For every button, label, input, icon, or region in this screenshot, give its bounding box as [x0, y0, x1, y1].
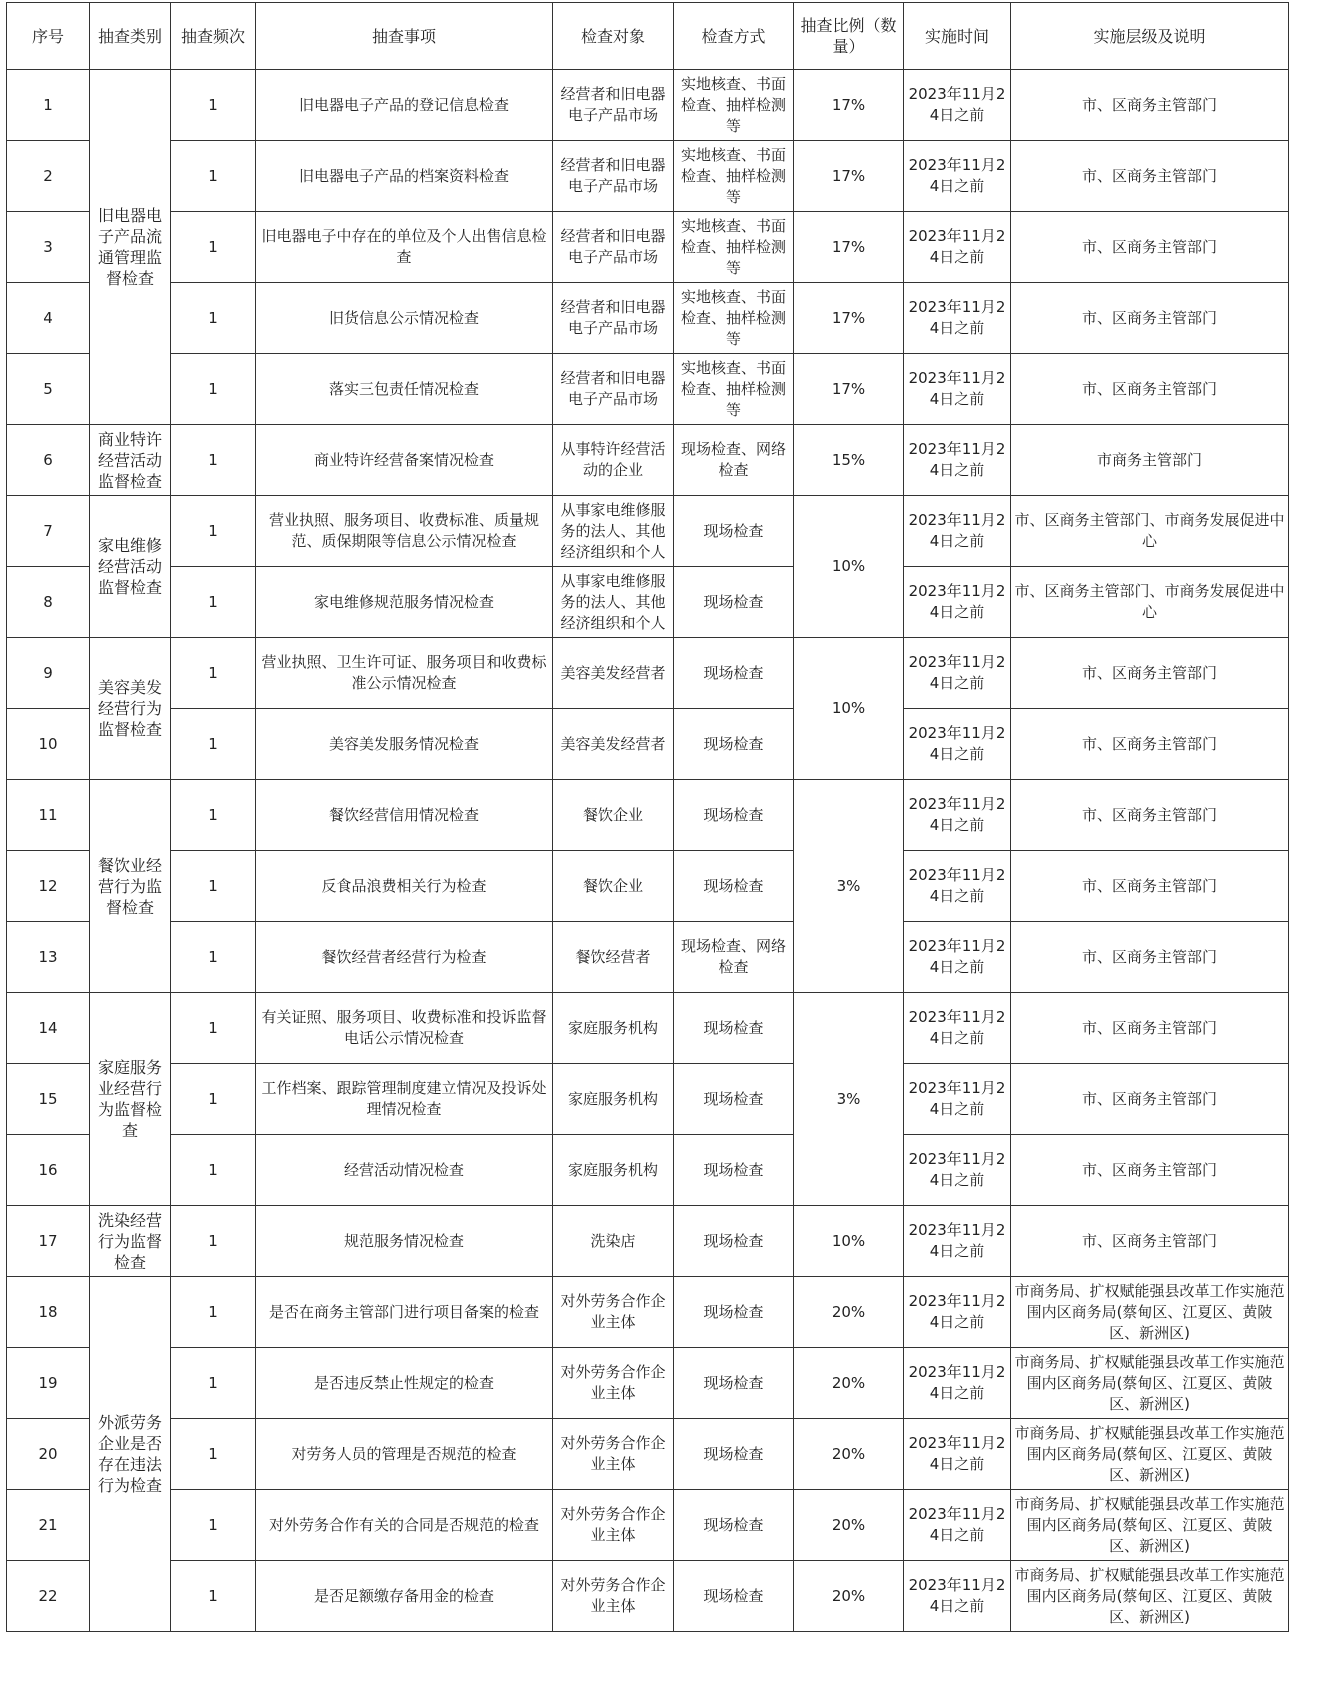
cell-item: 是否在商务主管部门进行项目备案的检查 — [256, 1277, 553, 1348]
cell-ratio: 20% — [794, 1419, 904, 1490]
cell-time: 2023年11月24日之前 — [904, 1277, 1011, 1348]
cell-method: 现场检查 — [674, 1277, 794, 1348]
cell-no: 8 — [7, 567, 90, 638]
cell-category: 家电维修经营活动监督检查 — [90, 496, 171, 638]
cell-level: 市、区商务主管部门 — [1011, 283, 1289, 354]
cell-time: 2023年11月24日之前 — [904, 70, 1011, 141]
cell-category: 美容美发经营行为监督检查 — [90, 638, 171, 780]
cell-frequency: 1 — [171, 1419, 256, 1490]
cell-frequency: 1 — [171, 496, 256, 567]
table-row — [7, 70, 1289, 141]
cell-item: 经营活动情况检查 — [256, 1135, 553, 1206]
cell-no: 13 — [7, 922, 90, 993]
cell-item: 餐饮经营信用情况检查 — [256, 780, 553, 851]
col-header-ratio: 抽查比例（数量） — [794, 3, 904, 70]
table-row — [7, 141, 1289, 212]
cell-time: 2023年11月24日之前 — [904, 354, 1011, 425]
table-row — [7, 567, 1289, 638]
cell-method: 现场检查 — [674, 1348, 794, 1419]
cell-target: 从事家电维修服务的法人、其他经济组织和个人 — [553, 496, 674, 567]
cell-target: 经营者和旧电器电子产品市场 — [553, 141, 674, 212]
cell-ratio: 20% — [794, 1348, 904, 1419]
cell-item: 对外劳务合作有关的合同是否规范的检查 — [256, 1490, 553, 1561]
cell-time: 2023年11月24日之前 — [904, 993, 1011, 1064]
cell-method: 现场检查 — [674, 780, 794, 851]
cell-ratio: 20% — [794, 1277, 904, 1348]
cell-time: 2023年11月24日之前 — [904, 1490, 1011, 1561]
cell-level: 市、区商务主管部门 — [1011, 709, 1289, 780]
cell-level: 市商务局、扩权赋能强县改革工作实施范围内区商务局(蔡甸区、江夏区、黄陂区、新洲区) — [1011, 1348, 1289, 1419]
cell-time: 2023年11月24日之前 — [904, 1348, 1011, 1419]
cell-method: 现场检查 — [674, 851, 794, 922]
cell-target: 家庭服务机构 — [553, 1064, 674, 1135]
cell-time: 2023年11月24日之前 — [904, 496, 1011, 567]
cell-ratio: 20% — [794, 1490, 904, 1561]
cell-time: 2023年11月24日之前 — [904, 1419, 1011, 1490]
cell-no: 16 — [7, 1135, 90, 1206]
cell-frequency: 1 — [171, 141, 256, 212]
col-header-item: 抽查事项 — [256, 3, 553, 70]
cell-frequency: 1 — [171, 638, 256, 709]
cell-category: 家庭服务业经营行为监督检查 — [90, 993, 171, 1206]
cell-target: 对外劳务合作企业主体 — [553, 1490, 674, 1561]
cell-frequency: 1 — [171, 354, 256, 425]
table-row — [7, 1490, 1289, 1561]
cell-ratio: 20% — [794, 1561, 904, 1632]
cell-method: 现场检查 — [674, 1064, 794, 1135]
table-row — [7, 922, 1289, 993]
table-row — [7, 851, 1289, 922]
table-row — [7, 1419, 1289, 1490]
cell-target: 家庭服务机构 — [553, 993, 674, 1064]
cell-target: 从事家电维修服务的法人、其他经济组织和个人 — [553, 567, 674, 638]
cell-item: 美容美发服务情况检查 — [256, 709, 553, 780]
cell-frequency: 1 — [171, 70, 256, 141]
cell-no: 12 — [7, 851, 90, 922]
col-header-no: 序号 — [7, 3, 90, 70]
cell-category: 外派劳务企业是否存在违法行为检查 — [90, 1277, 171, 1632]
cell-time: 2023年11月24日之前 — [904, 1206, 1011, 1277]
cell-level: 市、区商务主管部门 — [1011, 212, 1289, 283]
cell-no: 3 — [7, 212, 90, 283]
table-row — [7, 638, 1289, 709]
cell-item: 旧电器电子中存在的单位及个人出售信息检查 — [256, 212, 553, 283]
cell-no: 6 — [7, 425, 90, 496]
cell-method: 实地核查、书面检查、抽样检测等 — [674, 212, 794, 283]
cell-method: 现场检查、网络检查 — [674, 425, 794, 496]
cell-ratio: 3% — [794, 993, 904, 1206]
cell-method: 现场检查 — [674, 496, 794, 567]
cell-level: 市商务局、扩权赋能强县改革工作实施范围内区商务局(蔡甸区、江夏区、黄陂区、新洲区) — [1011, 1419, 1289, 1490]
cell-item: 反食品浪费相关行为检查 — [256, 851, 553, 922]
cell-target: 餐饮企业 — [553, 780, 674, 851]
cell-level: 市商务局、扩权赋能强县改革工作实施范围内区商务局(蔡甸区、江夏区、黄陂区、新洲区) — [1011, 1490, 1289, 1561]
cell-no: 22 — [7, 1561, 90, 1632]
cell-level: 市、区商务主管部门 — [1011, 922, 1289, 993]
cell-target: 洗染店 — [553, 1206, 674, 1277]
cell-time: 2023年11月24日之前 — [904, 1064, 1011, 1135]
cell-frequency: 1 — [171, 283, 256, 354]
cell-no: 4 — [7, 283, 90, 354]
table-row — [7, 283, 1289, 354]
cell-ratio: 17% — [794, 212, 904, 283]
cell-no: 15 — [7, 1064, 90, 1135]
cell-target: 餐饮经营者 — [553, 922, 674, 993]
cell-target: 经营者和旧电器电子产品市场 — [553, 70, 674, 141]
cell-time: 2023年11月24日之前 — [904, 425, 1011, 496]
cell-method: 现场检查 — [674, 638, 794, 709]
cell-level: 市、区商务主管部门 — [1011, 70, 1289, 141]
cell-time: 2023年11月24日之前 — [904, 851, 1011, 922]
cell-method: 现场检查 — [674, 1490, 794, 1561]
cell-frequency: 1 — [171, 780, 256, 851]
cell-frequency: 1 — [171, 1490, 256, 1561]
cell-target: 美容美发经营者 — [553, 709, 674, 780]
cell-target: 经营者和旧电器电子产品市场 — [553, 354, 674, 425]
cell-ratio: 15% — [794, 425, 904, 496]
cell-item: 规范服务情况检查 — [256, 1206, 553, 1277]
cell-level: 市、区商务主管部门 — [1011, 1064, 1289, 1135]
cell-frequency: 1 — [171, 1206, 256, 1277]
cell-item: 营业执照、卫生许可证、服务项目和收费标准公示情况检查 — [256, 638, 553, 709]
cell-frequency: 1 — [171, 1064, 256, 1135]
cell-level: 市、区商务主管部门 — [1011, 1135, 1289, 1206]
cell-ratio: 10% — [794, 496, 904, 638]
cell-item: 对劳务人员的管理是否规范的检查 — [256, 1419, 553, 1490]
cell-level: 市商务局、扩权赋能强县改革工作实施范围内区商务局(蔡甸区、江夏区、黄陂区、新洲区) — [1011, 1277, 1289, 1348]
cell-no: 20 — [7, 1419, 90, 1490]
cell-method: 现场检查、网络检查 — [674, 922, 794, 993]
cell-level: 市、区商务主管部门、市商务发展促进中心 — [1011, 567, 1289, 638]
cell-no: 2 — [7, 141, 90, 212]
cell-time: 2023年11月24日之前 — [904, 638, 1011, 709]
cell-target: 家庭服务机构 — [553, 1135, 674, 1206]
cell-frequency: 1 — [171, 851, 256, 922]
cell-level: 市、区商务主管部门 — [1011, 141, 1289, 212]
cell-item: 是否足额缴存备用金的检查 — [256, 1561, 553, 1632]
table-row — [7, 1277, 1289, 1348]
cell-no: 19 — [7, 1348, 90, 1419]
cell-frequency: 1 — [171, 709, 256, 780]
cell-time: 2023年11月24日之前 — [904, 922, 1011, 993]
cell-method: 现场检查 — [674, 1561, 794, 1632]
cell-method: 现场检查 — [674, 1135, 794, 1206]
cell-time: 2023年11月24日之前 — [904, 1135, 1011, 1206]
cell-method: 实地核查、书面检查、抽样检测等 — [674, 354, 794, 425]
table-row — [7, 993, 1289, 1064]
cell-ratio: 17% — [794, 283, 904, 354]
table-row — [7, 709, 1289, 780]
cell-item: 旧货信息公示情况检查 — [256, 283, 553, 354]
cell-level: 市、区商务主管部门 — [1011, 354, 1289, 425]
cell-item: 落实三包责任情况检查 — [256, 354, 553, 425]
cell-level: 市商务局、扩权赋能强县改革工作实施范围内区商务局(蔡甸区、江夏区、黄陂区、新洲区) — [1011, 1561, 1289, 1632]
cell-target: 对外劳务合作企业主体 — [553, 1348, 674, 1419]
cell-frequency: 1 — [171, 212, 256, 283]
table-row — [7, 780, 1289, 851]
cell-no: 17 — [7, 1206, 90, 1277]
cell-frequency: 1 — [171, 567, 256, 638]
inspection-table — [6, 2, 1289, 1632]
cell-ratio: 3% — [794, 780, 904, 993]
cell-no: 9 — [7, 638, 90, 709]
cell-level: 市、区商务主管部门 — [1011, 780, 1289, 851]
cell-ratio: 17% — [794, 141, 904, 212]
cell-method: 现场检查 — [674, 993, 794, 1064]
cell-time: 2023年11月24日之前 — [904, 1561, 1011, 1632]
cell-target: 餐饮企业 — [553, 851, 674, 922]
cell-frequency: 1 — [171, 1277, 256, 1348]
cell-ratio: 17% — [794, 354, 904, 425]
col-header-level: 实施层级及说明 — [1011, 3, 1289, 70]
cell-time: 2023年11月24日之前 — [904, 709, 1011, 780]
cell-target: 经营者和旧电器电子产品市场 — [553, 212, 674, 283]
cell-level: 市、区商务主管部门 — [1011, 851, 1289, 922]
cell-method: 现场检查 — [674, 1206, 794, 1277]
cell-no: 18 — [7, 1277, 90, 1348]
cell-item: 商业特许经营备案情况检查 — [256, 425, 553, 496]
col-header-time: 实施时间 — [904, 3, 1011, 70]
col-header-frequency: 抽查频次 — [171, 3, 256, 70]
table-row — [7, 425, 1289, 496]
cell-frequency: 1 — [171, 1561, 256, 1632]
table-row — [7, 212, 1289, 283]
cell-target: 对外劳务合作企业主体 — [553, 1561, 674, 1632]
cell-ratio: 17% — [794, 70, 904, 141]
cell-item: 餐饮经营者经营行为检查 — [256, 922, 553, 993]
cell-method: 实地核查、书面检查、抽样检测等 — [674, 70, 794, 141]
cell-target: 经营者和旧电器电子产品市场 — [553, 283, 674, 354]
cell-time: 2023年11月24日之前 — [904, 212, 1011, 283]
cell-no: 5 — [7, 354, 90, 425]
cell-no: 7 — [7, 496, 90, 567]
cell-level: 市、区商务主管部门 — [1011, 638, 1289, 709]
table-row — [7, 354, 1289, 425]
cell-ratio: 10% — [794, 638, 904, 780]
table-row — [7, 1135, 1289, 1206]
cell-target: 从事特许经营活动的企业 — [553, 425, 674, 496]
cell-time: 2023年11月24日之前 — [904, 283, 1011, 354]
col-header-method: 检查方式 — [674, 3, 794, 70]
cell-method: 现场检查 — [674, 709, 794, 780]
cell-item: 营业执照、服务项目、收费标准、质量规范、质保期限等信息公示情况检查 — [256, 496, 553, 567]
cell-no: 1 — [7, 70, 90, 141]
cell-level: 市、区商务主管部门 — [1011, 993, 1289, 1064]
table-row — [7, 1206, 1289, 1277]
cell-time: 2023年11月24日之前 — [904, 141, 1011, 212]
cell-frequency: 1 — [171, 922, 256, 993]
cell-target: 对外劳务合作企业主体 — [553, 1277, 674, 1348]
cell-category: 餐饮业经营行为监督检查 — [90, 780, 171, 993]
cell-level: 市商务主管部门 — [1011, 425, 1289, 496]
cell-method: 现场检查 — [674, 1419, 794, 1490]
cell-item: 家电维修规范服务情况检查 — [256, 567, 553, 638]
cell-category: 商业特许经营活动监督检查 — [90, 425, 171, 496]
cell-category: 旧电器电子产品流通管理监督检查 — [90, 70, 171, 425]
cell-no: 14 — [7, 993, 90, 1064]
table-row — [7, 1348, 1289, 1419]
cell-frequency: 1 — [171, 425, 256, 496]
table-body — [7, 70, 1289, 1632]
cell-frequency: 1 — [171, 993, 256, 1064]
cell-frequency: 1 — [171, 1348, 256, 1419]
col-header-category: 抽查类别 — [90, 3, 171, 70]
cell-no: 11 — [7, 780, 90, 851]
cell-item: 旧电器电子产品的登记信息检查 — [256, 70, 553, 141]
table-row — [7, 1561, 1289, 1632]
col-header-target: 检查对象 — [553, 3, 674, 70]
cell-level: 市、区商务主管部门、市商务发展促进中心 — [1011, 496, 1289, 567]
cell-target: 对外劳务合作企业主体 — [553, 1419, 674, 1490]
cell-frequency: 1 — [171, 1135, 256, 1206]
cell-method: 现场检查 — [674, 567, 794, 638]
cell-item: 旧电器电子产品的档案资料检查 — [256, 141, 553, 212]
header-row — [7, 3, 1289, 70]
cell-no: 10 — [7, 709, 90, 780]
cell-method: 实地核查、书面检查、抽样检测等 — [674, 141, 794, 212]
cell-no: 21 — [7, 1490, 90, 1561]
cell-target: 美容美发经营者 — [553, 638, 674, 709]
table-row — [7, 1064, 1289, 1135]
cell-time: 2023年11月24日之前 — [904, 780, 1011, 851]
cell-category: 洗染经营行为监督检查 — [90, 1206, 171, 1277]
cell-item: 是否违反禁止性规定的检查 — [256, 1348, 553, 1419]
cell-method: 实地核查、书面检查、抽样检测等 — [674, 283, 794, 354]
cell-item: 有关证照、服务项目、收费标准和投诉监督电话公示情况检查 — [256, 993, 553, 1064]
cell-time: 2023年11月24日之前 — [904, 567, 1011, 638]
table-row — [7, 496, 1289, 567]
cell-level: 市、区商务主管部门 — [1011, 1206, 1289, 1277]
cell-item: 工作档案、跟踪管理制度建立情况及投诉处理情况检查 — [256, 1064, 553, 1135]
cell-ratio: 10% — [794, 1206, 904, 1277]
